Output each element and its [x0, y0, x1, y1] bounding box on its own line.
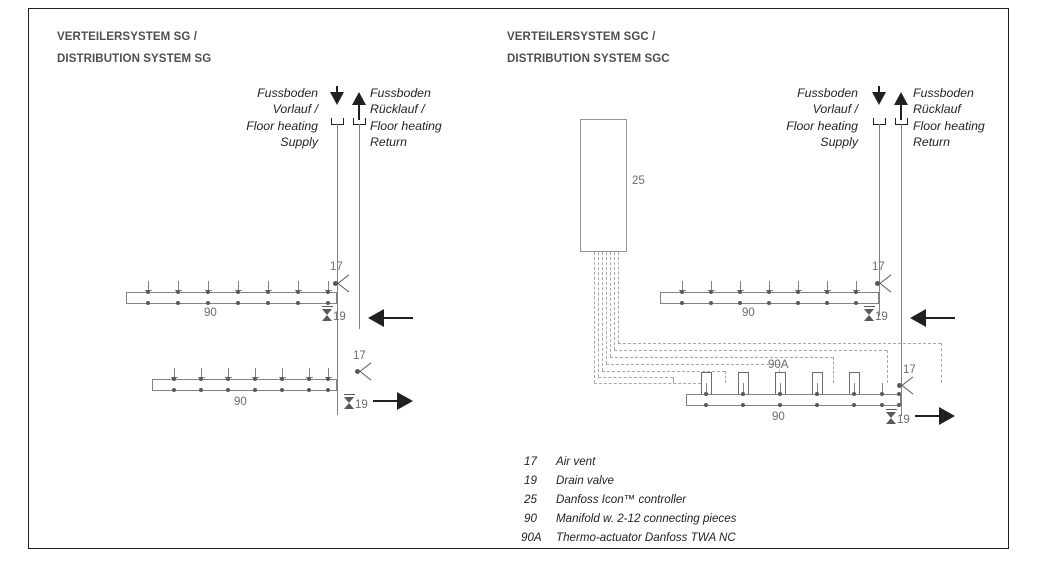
sgc-return-line-2: Rücklauf	[913, 102, 961, 117]
sgc-manifold-lower	[686, 383, 901, 409]
drain-valve-icon	[864, 306, 875, 323]
sg-upper-flow-arrow-icon	[368, 309, 384, 327]
sgc-upper-drain-valve-tag: 19	[875, 311, 888, 323]
legend-text-90: Manifold w. 2-12 connecting pieces	[556, 512, 737, 525]
wire-bundle-6	[614, 252, 615, 350]
legend-key-17: 17	[524, 455, 537, 468]
manifold-rail-bottom	[686, 405, 901, 406]
wire-drop-7	[941, 343, 942, 383]
sgc-lower-drain-valve-tag: 19	[897, 414, 910, 426]
wire-bundle-7	[618, 252, 619, 343]
wire-drop-3	[725, 371, 726, 383]
sg-supply-line-1: Fussboden	[257, 86, 318, 100]
sg-upper-flow-arrow-stem	[383, 317, 413, 319]
sg-supply-line-2: Vorlauf /	[272, 102, 318, 117]
legend-text-25: Danfoss Icon™ controller	[556, 493, 687, 506]
sgc-return-line-1: Fussboden	[913, 86, 974, 100]
wire-drop-2	[673, 377, 674, 383]
sg-return-line-4: Return	[370, 135, 407, 150]
wire-bundle-3	[602, 252, 603, 371]
sg-manifold-lower-tag: 90	[234, 396, 247, 408]
wire-run-6	[614, 350, 887, 351]
sgc-upper-flow-arrow-icon	[910, 309, 926, 327]
sg-supply-line-3: Floor heating	[246, 118, 318, 133]
sg-supply-arrow-stem	[336, 86, 338, 96]
manifold-rail-top	[126, 292, 337, 293]
sg-return-line-1: Fussboden	[370, 86, 431, 100]
actuator-tag: 90A	[768, 359, 789, 371]
sgc-lower-flow-arrow-stem	[915, 415, 941, 417]
sgc-return-line-4: Return	[913, 135, 950, 150]
sgc-lower-air-vent-tag: 17	[903, 364, 916, 376]
wire-bundle-2	[598, 252, 599, 377]
danfoss-icon-controller[interactable]	[580, 119, 627, 252]
air-vent-icon	[897, 378, 917, 392]
sg-manifold-upper	[126, 281, 337, 307]
sg-lower-flow-arrow-stem	[373, 400, 399, 402]
drain-valve-icon	[344, 394, 355, 411]
drain-valve-icon	[886, 409, 897, 426]
sgc-manifold-lower-tag: 90	[772, 411, 785, 423]
sg-manifold-upper-tag: 90	[204, 307, 217, 319]
wire-bundle-1	[594, 252, 595, 383]
sgc-return-line-3: Floor heating	[913, 118, 985, 133]
sgc-lower-flow-arrow-icon	[939, 407, 955, 425]
sg-return-line-2: Rücklauf /	[370, 102, 425, 117]
wire-drop-5	[833, 357, 834, 383]
manifold-end-right	[878, 292, 879, 303]
sg-upper-drain-valve-tag: 19	[333, 311, 346, 323]
sgc-title-de: VERTEILERSYSTEM SGC /	[507, 31, 656, 43]
manifold-end-right	[336, 379, 337, 390]
manifold-rail-top	[686, 394, 901, 395]
sg-supply-line-4: Supply	[280, 135, 318, 150]
legend-text-17: Air vent	[556, 455, 596, 468]
manifold-end-left	[686, 394, 687, 405]
legend-key-25: 25	[524, 493, 537, 506]
legend-text-90a: Thermo-actuator Danfoss TWA NC	[556, 531, 736, 544]
wire-run-5	[610, 357, 833, 358]
controller-tag: 25	[632, 175, 645, 187]
wire-run-4	[606, 364, 779, 365]
legend-key-19: 19	[524, 474, 537, 487]
sgc-supply-line-2: Vorlauf /	[812, 102, 858, 117]
wire-drop-6	[887, 350, 888, 383]
sgc-supply-line-3: Floor heating	[786, 118, 858, 133]
wire-bundle-5	[610, 252, 611, 357]
sg-title-de: VERTEILERSYSTEM SG /	[57, 31, 198, 43]
sgc-manifold-upper	[660, 281, 879, 307]
legend-text-19: Drain valve	[556, 474, 614, 487]
wire-run-7	[618, 343, 941, 344]
sg-manifold-lower	[152, 368, 337, 394]
manifold-end-right	[336, 292, 337, 303]
page-border	[28, 8, 1009, 549]
air-vent-icon	[333, 276, 353, 290]
manifold-end-left	[126, 292, 127, 303]
wire-run-2	[598, 377, 673, 378]
sg-lower-air-vent-tag: 17	[353, 350, 366, 362]
manifold-end-left	[660, 292, 661, 303]
legend-key-90a: 90A	[521, 531, 542, 544]
sgc-manifold-upper-tag: 90	[742, 307, 755, 319]
sgc-title-en: DISTRIBUTION SYSTEM SGC	[507, 53, 670, 65]
sgc-supply-line-4: Supply	[820, 135, 858, 150]
sgc-return-pipe	[901, 124, 902, 416]
sg-title-en: DISTRIBUTION SYSTEM SG	[57, 53, 212, 65]
legend-key-90: 90	[524, 512, 537, 525]
air-vent-icon	[355, 364, 375, 378]
sgc-upper-flow-arrow-stem	[925, 317, 955, 319]
sg-lower-flow-arrow-icon	[397, 392, 413, 410]
sg-return-pipe	[359, 124, 360, 329]
sgc-supply-line-1: Fussboden	[797, 86, 858, 100]
wire-bundle-4	[606, 252, 607, 364]
manifold-rail-bottom	[126, 303, 337, 304]
manifold-end-left	[152, 379, 153, 390]
sgc-upper-air-vent-tag: 17	[872, 261, 885, 273]
sg-upper-air-vent-tag: 17	[330, 261, 343, 273]
air-vent-icon	[875, 276, 895, 290]
drain-valve-icon	[322, 306, 333, 323]
sgc-supply-arrow-stem	[878, 86, 880, 96]
sg-return-line-3: Floor heating	[370, 118, 442, 133]
sg-lower-drain-valve-tag: 19	[355, 399, 368, 411]
